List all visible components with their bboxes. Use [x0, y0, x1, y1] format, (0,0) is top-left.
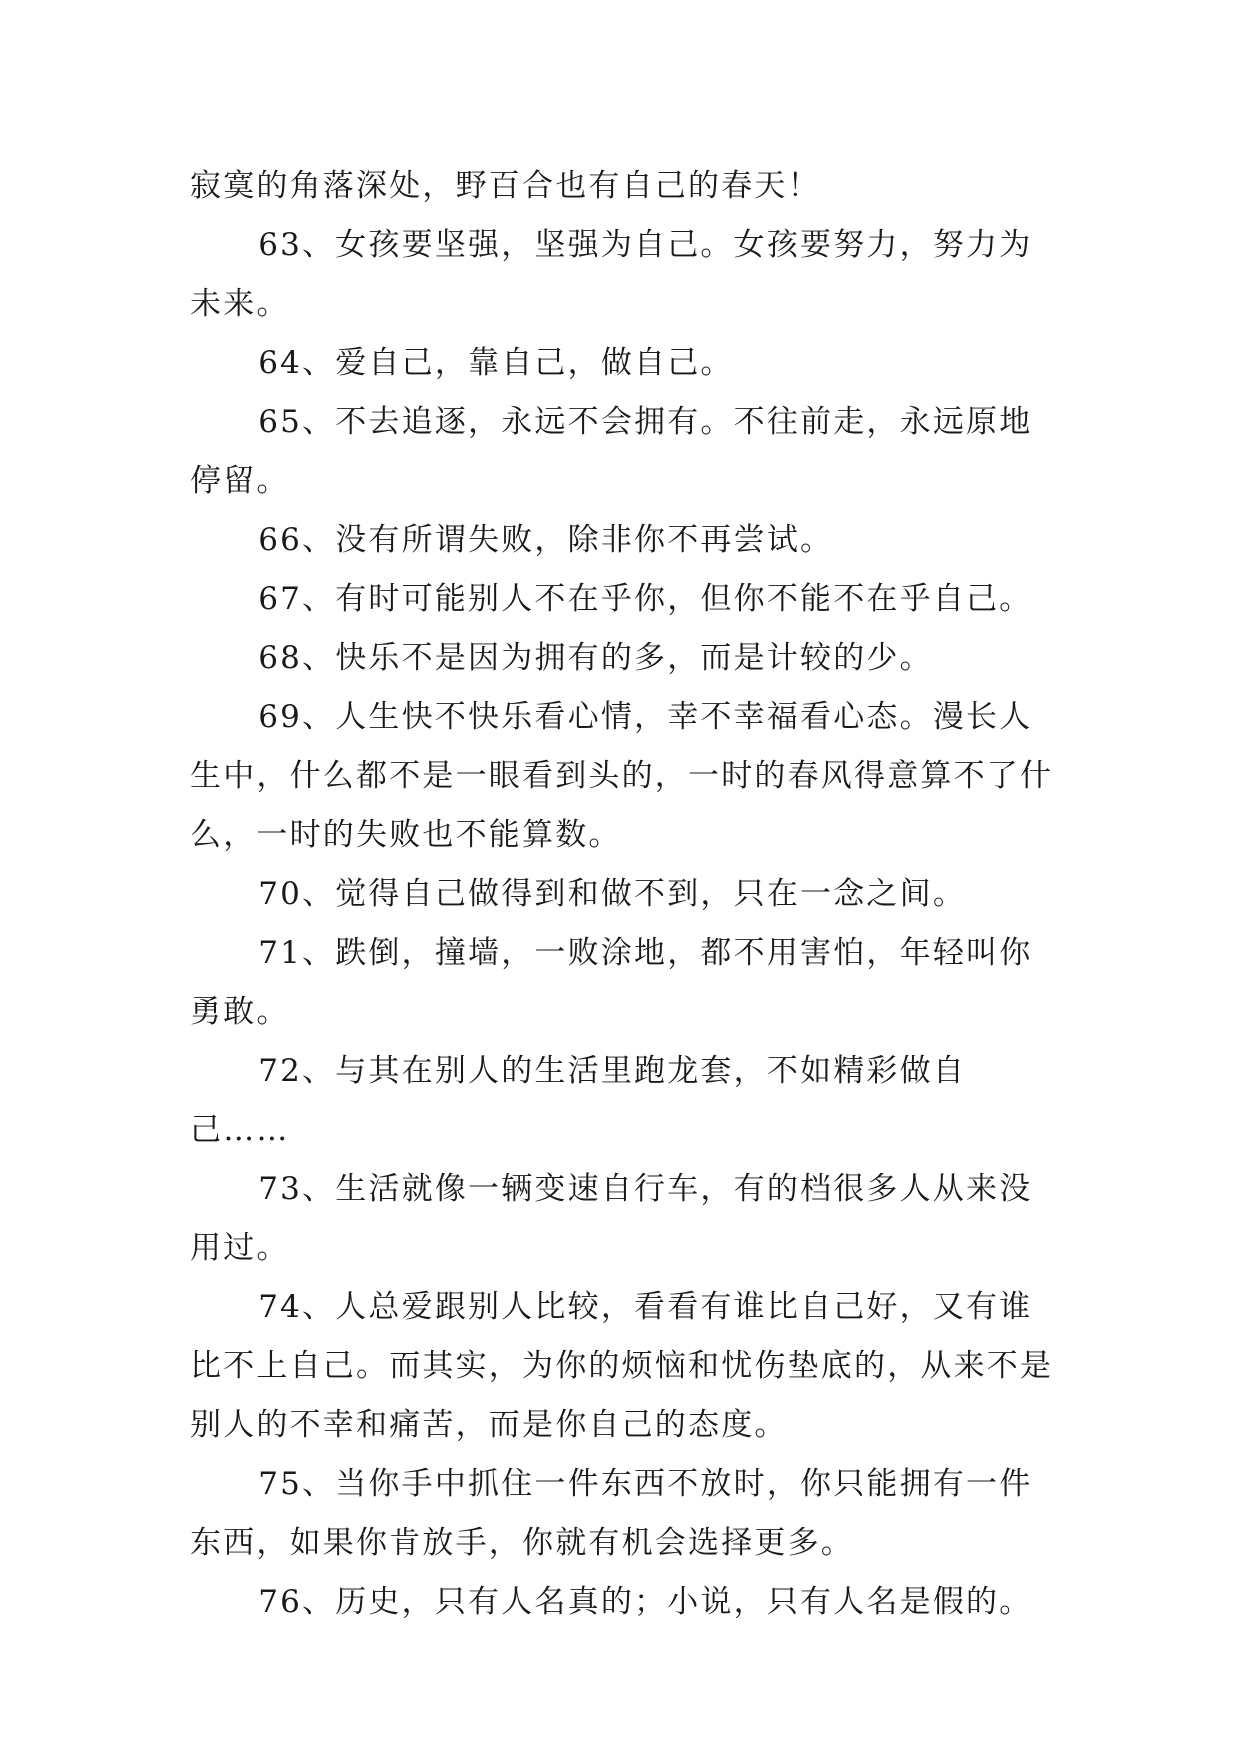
- paragraph-item-74: 74、人总爱跟别人比较，看看有谁比自己好，又有谁比不上自己。而其实，为你的烦恼和忧伤垫底的，从来不是别人的不幸和痛苦，而是你自己的态度。: [190, 1289, 1054, 1443]
- document-body: [190, 157, 1060, 1632]
- paragraph-item-73: 73、生活就像一辆变速自行车，有的档很多人从来没用过。: [190, 1171, 1033, 1266]
- paragraph-continuation: 寂寞的角落深处，野百合也有自己的春天！: [190, 168, 821, 204]
- paragraph-item-70: 70、觉得自己做得到和做不到，只在一念之间。: [258, 876, 967, 912]
- paragraph-item-63: 63、女孩要坚强，坚强为自己。女孩要努力，努力为未来。: [190, 227, 1033, 322]
- paragraph-item-66: 66、没有所谓失败，除非你不再尝试。: [258, 522, 834, 558]
- paragraph-item-72: 72、与其在别人的生活里跑龙套，不如精彩做自己……: [190, 1053, 967, 1148]
- paragraph-item-64: 64、爱自己，靠自己，做自己。: [258, 345, 734, 381]
- paragraph-item-75: 75、当你手中抓住一件东西不放时，你只能拥有一件东西，如果你肯放手，你就有机会选择更多。: [190, 1466, 1033, 1561]
- paragraph-item-67: 67、有时可能别人不在乎你，但你不能不在乎自己。: [258, 581, 1033, 617]
- paragraph-item-68: 68、快乐不是因为拥有的多，而是计较的少。: [258, 640, 933, 676]
- paragraph-item-71: 71、跌倒，撞墙，一败涂地，都不用害怕，年轻叫你勇敢。: [190, 935, 1033, 1030]
- paragraph-item-76: 76、历史，只有人名真的；小说，只有人名是假的。: [258, 1584, 1033, 1620]
- paragraph-item-65: 65、不去追逐，永远不会拥有。不往前走，永远原地停留。: [190, 404, 1033, 499]
- paragraph-item-69: 69、人生快不快乐看心情，幸不幸福看心态。漫长人生中，什么都不是一眼看到头的，一时的春风得意算不了什么，一时的失败也不能算数。: [190, 699, 1054, 853]
